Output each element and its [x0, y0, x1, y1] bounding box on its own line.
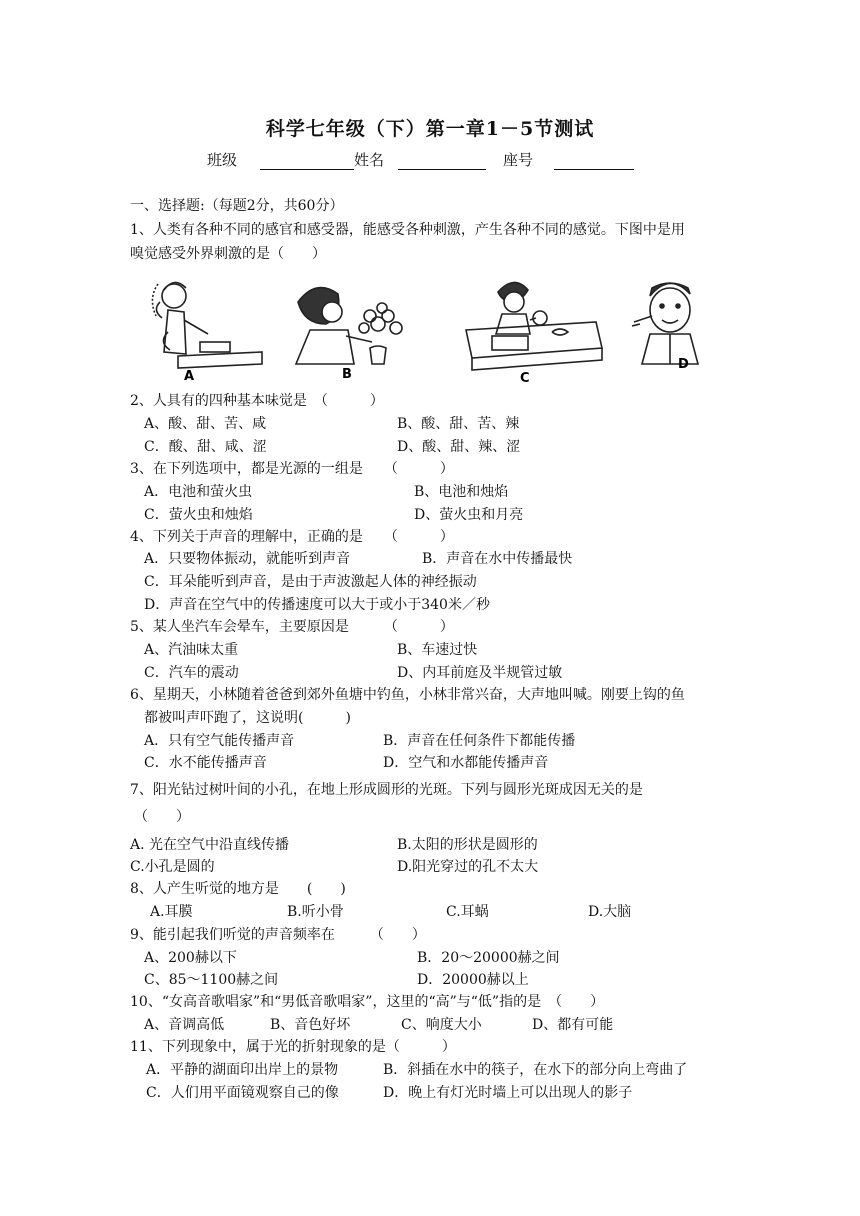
q4-option-c[interactable]: C．耳朵能听到声音，是由于声波激起人体的神经振动	[144, 574, 477, 590]
q6-option-a[interactable]: A．只有空气能传播声音	[144, 733, 295, 749]
q7-option-b[interactable]: B.太阳的形状是圆形的	[397, 837, 538, 853]
q5-option-b[interactable]: B、车速过快	[397, 642, 478, 658]
seat-label: 座号	[503, 151, 534, 169]
q10-option-d[interactable]: D、都有可能	[532, 1017, 614, 1033]
q9-option-b[interactable]: B．20～20000赫之间	[417, 950, 560, 966]
q6-option-c[interactable]: C．水不能传播声音	[144, 755, 267, 771]
telephone-listener-image	[138, 272, 270, 384]
q4-option-b[interactable]: B．声音在水中传播最快	[422, 551, 573, 567]
q7-option-c[interactable]: C.小孔是圆的	[130, 859, 215, 875]
q5-option-d[interactable]: D、内耳前庭及半规管过敏	[397, 665, 563, 681]
q6-option-b[interactable]: B．声音在任何条件下都能传播	[383, 733, 576, 749]
q3-option-c[interactable]: C．萤火虫和烛焰	[144, 507, 253, 523]
q2-stem: 2、人具有的四种基本味觉是 （ ）	[130, 393, 384, 409]
q2-option-d[interactable]: D、酸、甜、辣、涩	[397, 439, 521, 455]
q8-option-b[interactable]: B.听小骨	[287, 904, 344, 920]
q9-option-d[interactable]: D．20000赫以上	[417, 972, 529, 988]
q2-option-c[interactable]: C．酸、甜、咸、涩	[144, 439, 267, 455]
figure-label-d: D	[678, 357, 689, 372]
page-title: 科学七年级（下）第一章1－5节测试	[265, 118, 595, 140]
q7-option-d[interactable]: D.阳光穿过的孔不太大	[397, 859, 539, 875]
q4-stem: 4、下列关于声音的理解中，正确的是 （ ）	[130, 529, 454, 545]
q3-option-b[interactable]: B、电池和烛焰	[414, 484, 509, 500]
q10-stem: 10、“女高音歌唱家”和“男低音歌唱家”，这里的“高”与“低”指的是 （ ）	[130, 994, 605, 1010]
q6-option-d[interactable]: D．空气和水都能传播声音	[383, 755, 549, 771]
student-info-line	[0, 149, 860, 173]
q9-stem: 9、能引起我们听觉的声音频率在 （ ）	[130, 927, 426, 943]
smelling-flowers-image	[290, 272, 422, 384]
eating-child-image	[624, 272, 736, 384]
q8-option-a[interactable]: A.耳膜	[150, 904, 193, 920]
q3-stem: 3、在下列选项中，都是光源的一组是 （ ）	[130, 461, 454, 477]
name-label: 姓名	[354, 151, 385, 169]
q1-stem-line2: 嗅觉感受外界刺激的是（ ）	[130, 246, 326, 262]
section-heading: 一、选择题:（每题2分，共60分）	[130, 198, 344, 214]
q9-option-a[interactable]: A、200赫以下	[144, 950, 237, 966]
q11-stem: 11、下列现象中，属于光的折射现象的是（ ）	[130, 1039, 456, 1055]
q6-stem-line2: 都被叫声吓跑了，这说明( )	[144, 710, 351, 726]
q1-stem-line1: 1、人类有各种不同的感官和感受器，能感受各种刺激，产生各种不同的感觉。下图中是用	[130, 222, 685, 238]
q8-stem: 8、人产生听觉的地方是 ( )	[130, 881, 346, 897]
q2-option-b[interactable]: B、酸、甜、苦、辣	[397, 416, 520, 432]
figure-label-c: C	[520, 371, 530, 384]
class-blank[interactable]	[260, 169, 354, 170]
magnifier-desk-image	[456, 272, 606, 384]
q3-option-a[interactable]: A．电池和萤火虫	[144, 484, 253, 500]
q11-option-b[interactable]: B．斜插在水中的筷子，在水下的部分向上弯曲了	[383, 1062, 688, 1078]
name-blank[interactable]	[398, 169, 486, 170]
q11-option-d[interactable]: D．晚上有灯光时墙上可以出现人的影子	[383, 1085, 633, 1101]
q6-stem-line1: 6、星期天，小林随着爸爸到郊外鱼塘中钓鱼，小林非常兴奋，大声地叫喊。刚要上钩的鱼	[130, 687, 685, 703]
q7-stem-line2: （ ）	[134, 809, 190, 825]
q4-option-d[interactable]: D．声音在空气中的传播速度可以大于或小于340米／秒	[144, 597, 490, 613]
q10-option-c[interactable]: C、响度大小	[401, 1017, 482, 1033]
q11-option-a[interactable]: A．平静的湖面印出岸上的景物	[146, 1062, 339, 1078]
q1-figure-row	[138, 272, 738, 384]
figure-label-b: B	[342, 367, 352, 382]
q7-stem-line1: 7、阳光钻过树叶间的小孔，在地上形成圆形的光斑。下列与圆形光斑成因无关的是	[130, 782, 643, 798]
q2-option-a[interactable]: A、酸、甜、苦、咸	[144, 416, 267, 432]
seat-blank[interactable]	[554, 169, 634, 170]
q5-option-c[interactable]: C．汽车的震动	[144, 665, 239, 681]
q7-option-a[interactable]: A. 光在空气中沿直线传播	[130, 837, 290, 853]
q3-option-d[interactable]: D、萤火虫和月亮	[414, 507, 524, 523]
q9-option-c[interactable]: C、85～1100赫之间	[144, 972, 279, 988]
q4-option-a[interactable]: A．只要物体振动，就能听到声音	[144, 551, 351, 567]
q8-option-c[interactable]: C.耳蜗	[446, 904, 489, 920]
class-label: 班级	[207, 151, 238, 169]
figure-label-a: A	[184, 369, 195, 384]
q5-option-a[interactable]: A、汽油味太重	[144, 642, 239, 658]
q11-option-c[interactable]: C．人们用平面镜观察自己的像	[146, 1085, 339, 1101]
q10-option-a[interactable]: A、音调高低	[144, 1017, 225, 1033]
q5-stem: 5、某人坐汽车会晕车，主要原因是 （ ）	[130, 619, 454, 635]
q10-option-b[interactable]: B、音色好坏	[270, 1017, 351, 1033]
q8-option-d[interactable]: D.大脑	[588, 904, 632, 920]
